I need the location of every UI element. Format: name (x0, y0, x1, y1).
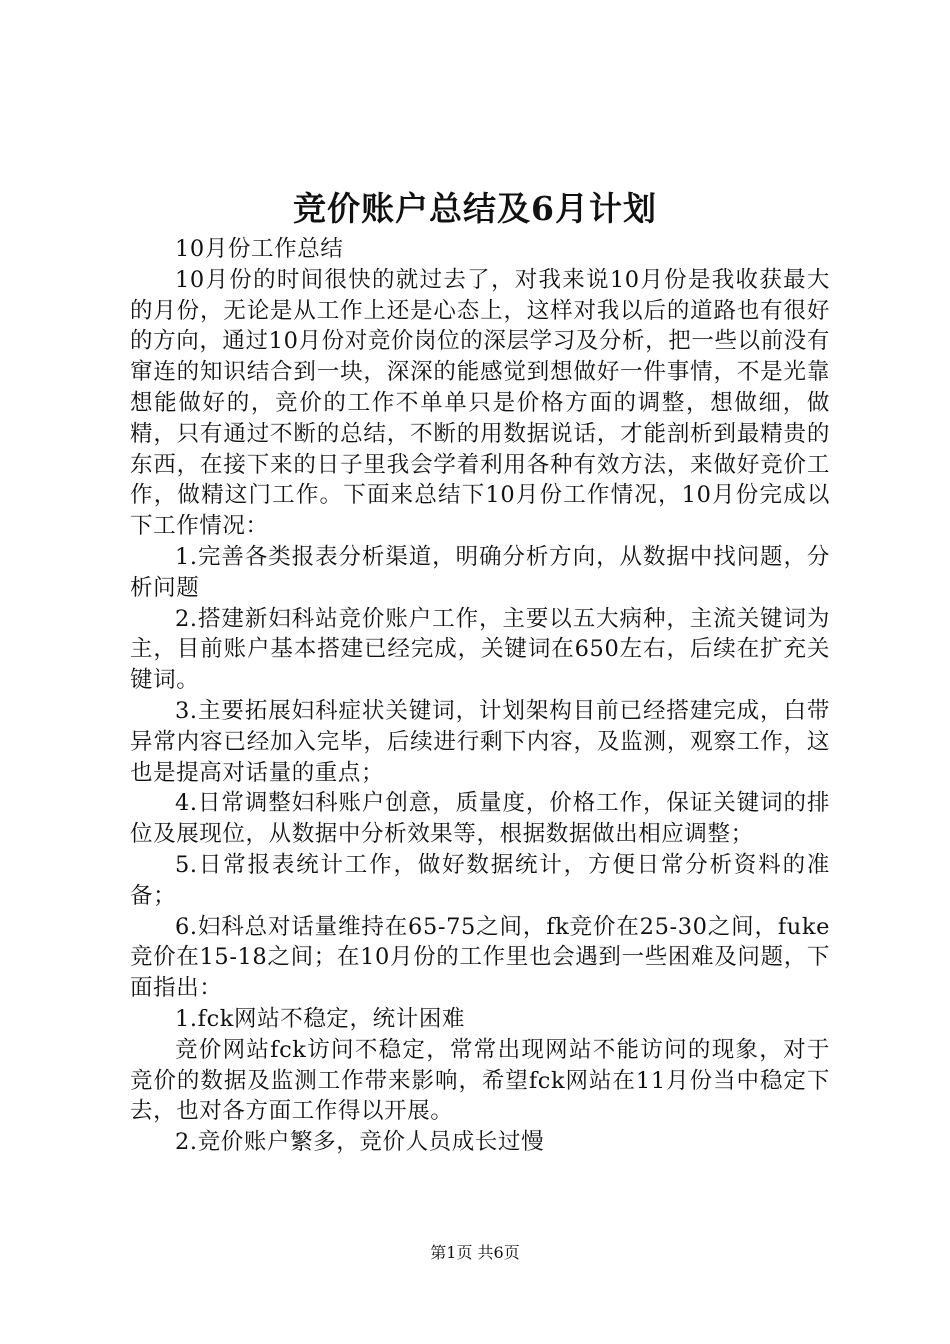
paragraph: 4.日常调整妇科账户创意，质量度，价格工作，保证关键词的排位及展现位，从数据中分析效果等，根据数据做出相应调整； (130, 790, 830, 848)
paragraph: 10月份工作总结 (175, 236, 344, 262)
paragraph: 6.妇科总对话量维持在65-75之间，fk竞价在25-30之间，fuke竞价在15-18之间；在10月份的工作里也会遇到一些困难及问题，下面指出： (130, 913, 830, 1002)
paragraph: 1.完善各类报表分析渠道，明确分析方向，从数据中找问题，分析问题 (130, 543, 830, 601)
paragraph: 竞价网站fck访问不稳定，常常出现网站不能访问的现象，对于竞价的数据及监测工作带来影响，希望fck网站在11月份当中稳定下去，也对各方面工作得以开展。 (130, 1036, 830, 1125)
page-title: 竞价账户总结及6月计划 (293, 189, 657, 228)
paragraph: 5.日常报表统计工作，做好数据统计，方便日常分析资料的准备； (130, 851, 830, 909)
paragraph: 3.主要拓展妇科症状关键词，计划架构目前已经搭建完成，白带异常内容已经加入完毕，后续进行剩下内容，及监测，观察工作，这也是提高对话量的重点； (130, 697, 830, 786)
page-footer: 第1页 共6页 (430, 1243, 520, 1262)
paragraph: 2.搭建新妇科站竞价账户工作，主要以五大病种，主流关键词为主，目前账户基本搭建已经完成，关键词在650左右，后续在扩充关键词。 (130, 605, 830, 694)
paragraph: 10月份的时间很快的就过去了，对我来说10月份是我收获最大的月份，无论是从工作上还是心态上，这样对我以后的道路也有很好的方向，通过10月份对竞价岗位的深层学习及分析，把一些以前没有窜连的知识结合到一块，深深的能感觉到想做好一件事情，不是光靠想能做好的，竞价的工作不单单只是价格方面的调整，想做细，做精，只有通过不断的总结，不断的用数据说话，才能剖析到最精贵的东西，在接下来的日子里我会学着利用各种有效方法，来做好竞价工作，做精这门工作。下面来总结下10月份工作情况，10月份完成以下工作情况： (130, 266, 830, 540)
paragraph: 1.fck网站不稳定，统计困难 (175, 1005, 466, 1032)
document-body (130, 234, 830, 1158)
paragraph: 2.竞价账户繁多，竞价人员成长过慢 (175, 1129, 545, 1156)
